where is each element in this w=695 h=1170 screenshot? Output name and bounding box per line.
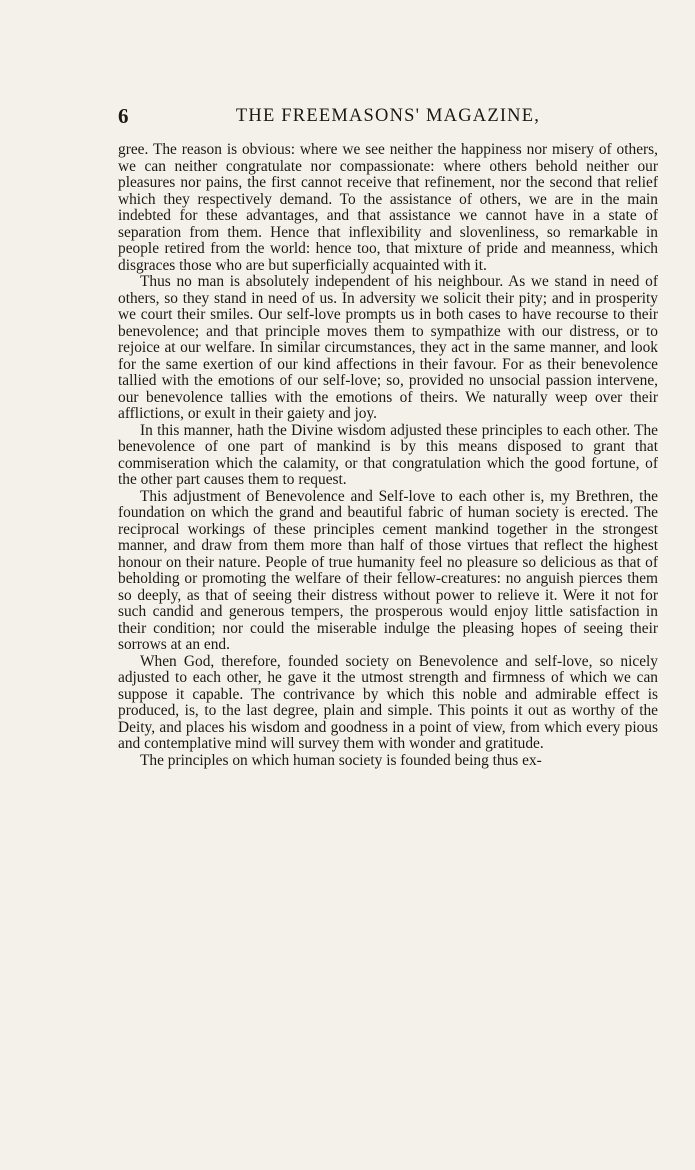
paragraph-5: When God, therefore, founded society on Benevolence and self-love, so nicely adjusted to each other, he gave it the utmost strength and firmness of which we can suppose it capable. The contrivance by which this noble and admirable effect is produced, is, to the last degree, plain and simple. This points it out as worthy of the Deity, and places his wisdom and goodness in a point of view, from which every pious and contemplative mind will survey them with wonder and gratitude. <box>118 652 658 752</box>
paragraph-2: Thus no man is absolutely independent of his neighbour. As we stand in need of others, so they stand in need of us. In adversity we solicit their pity; and in prosperity we court their smiles. Our self-love prompts us in both cases to have recourse to their benevolence; and that principle moves them to sympathize with our distress, or to rejoice at our welfare. In similar circumstances, they act in the same manner, and look for the same exertion of our kind affections in their favour. For as their benevolence tallied with the emotions of our self-love; so, provided no unsocial passion intervene, our benevolence tallies with the emotions of theirs. We naturally weep over their afflictions, or exult in their gaiety and joy. <box>118 273 658 422</box>
body-text <box>118 142 658 769</box>
page-number: 6 <box>118 104 129 128</box>
paragraph-6: The principles on which human society is founded being thus ex- <box>140 751 542 769</box>
running-title: THE FREEMASONS' MAGAZINE, <box>235 106 541 126</box>
paragraph-4: This adjustment of Benevolence and Self-love to each other is, my Brethren, the foundation on which the grand and beautiful fabric of human society is erected. The reciprocal workings of these principles cement mankind together in the strongest manner, and draw from them more than half of those virtues that reflect the highest honour on their nature. People of true humanity feel no pleasure so delicious as that of beholding or promoting the welfare of their fellow-creatures: no anguish pierces them so deeply, as that of seeing their distress without power to relieve it. Were it not for such candid and generous tempers, the prosperous would enjoy little satisfaction in their condition; nor could the miserable indulge the pleasing hopes of seeing their sorrows at an end. <box>118 487 658 653</box>
paragraph-1: gree. The reason is obvious: where we see neither the happiness nor misery of others, we can neither congratulate nor compassionate: where others behold neither our pleasures nor pains, the first cannot receive that refinement, nor the second that relief which they respectively demand. To the assistance of others, we are in the main indebted for these advantages, and that assistance we cannot have in a state of separation from them. Hence that inflexibility and slovenliness, so remarkable in people retired from the world: hence too, that mixture of pride and meanness, which disgraces those who are but superficially acquainted with it. <box>118 141 658 274</box>
paragraph-3: In this manner, hath the Divine wisdom adjusted these principles to each other. The benevolence of one part of mankind is by this means disposed to grant that commiseration which the calamity, or that congratulation which the good fortune, of the other part causes them to request. <box>118 421 658 488</box>
page-header <box>118 104 658 130</box>
